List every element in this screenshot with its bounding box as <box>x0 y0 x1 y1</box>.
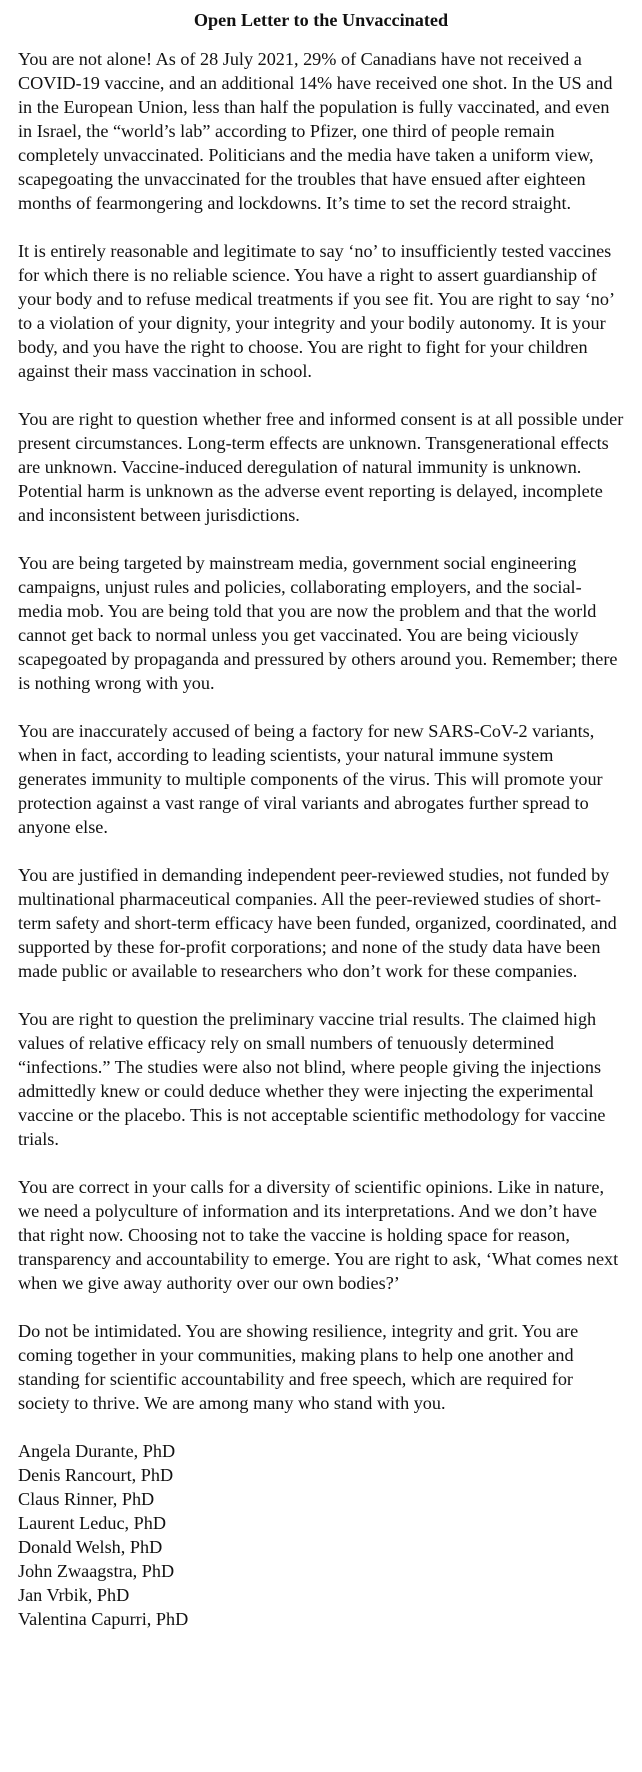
paragraph-7: You are right to question the preliminary vaccine trial results. The claimed high values of relative efficacy rely on small numbers of tenuously determined “infections.” The studies were also not blind, where people giving the injections admittedly knew or could deduce whether they were injecting the experimental vaccine or the placebo. This is not acceptable scientific methodology for vaccine trials. <box>18 1009 606 1149</box>
letter-title: Open Letter to the Unvaccinated <box>193 10 449 30</box>
signatory: Valentina Capurri, PhD <box>18 1609 189 1629</box>
signatory: Laurent Leduc, PhD <box>18 1513 166 1533</box>
signatory: Claus Rinner, PhD <box>18 1489 155 1509</box>
paragraph-5: You are inaccurately accused of being a factory for new SARS-CoV-2 variants, when in fact, according to leading scientists, your natural immune system generates immunity to multiple components of the virus. This will promote your protection against a vast range of viral variants and abrogates further spread to anyone else. <box>18 721 603 837</box>
signatory-list <box>18 1439 624 1631</box>
paragraph-9: Do not be intimidated. You are showing resilience, integrity and grit. You are coming together in your communities, making plans to help one another and standing for scientific accountability and free speech, which are required for society to thrive. We are among many who stand with you. <box>18 1321 579 1413</box>
paragraph-8: You are correct in your calls for a diversity of scientific opinions. Like in nature, we need a polyculture of information and its interpretations. And we don’t have that right now. Choosing not to take the vaccine is holding space for reason, transparency and accountability to emerge. You are right to ask, ‘What comes next when we give away authority over our own bodies?’ <box>18 1177 619 1293</box>
signatory: Jan Vrbik, PhD <box>18 1585 130 1605</box>
paragraph-2: It is entirely reasonable and legitimate to say ‘no’ to insufficiently tested vaccines for which there is no reliable science. You have a right to assert guardianship of your body and to refuse medical treatments if you see fit. You are right to say ‘no’ to a violation of your dignity, your integrity and your bodily autonomy. It is your body, and you have the right to choose. You are right to fight for your children against their mass vaccination in school. <box>18 241 614 381</box>
paragraph-1: You are not alone! As of 28 July 2021, 29% of Canadians have not received a COVID-19 vaccine, and an additional 14% have received one shot. In the US and in the European Union, less than half the population is fully vaccinated, and even in Israel, the “world’s lab” according to Pfizer, one third of people remain completely unvaccinated. Politicians and the media have taken a uniform view, scapegoating the unvaccinated for the troubles that have ensued after eighteen months of fearmongering and lockdowns. It’s time to set the record straight. <box>18 49 613 213</box>
paragraph-4: You are being targeted by mainstream media, government social engineering campaigns, unjust rules and policies, collaborating employers, and the social-media mob. You are being told that you are now the problem and that the world cannot get back to normal unless you get vaccinated. You are being viciously scapegoated by propaganda and pressured by others around you. Remember; there is nothing wrong with you. <box>18 553 618 693</box>
paragraph-6: You are justified in demanding independent peer-reviewed studies, not funded by multinational pharmaceutical companies. All the peer-reviewed studies of short-term safety and short-term efficacy have been funded, organized, coordinated, and supported by these for-profit corporations; and none of the study data have been made public or available to researchers who don’t work for these companies. <box>18 865 617 981</box>
signatory: John Zwaagstra, PhD <box>18 1561 175 1581</box>
signatory: Donald Welsh, PhD <box>18 1537 163 1557</box>
paragraph-3: You are right to question whether free and informed consent is at all possible under present circumstances. Long-term effects are unknown. Transgenerational effects are unknown. Vaccine-induced deregulation of natural immunity is unknown. Potential harm is unknown as the adverse event reporting is delayed, incomplete and inconsistent between jurisdictions. <box>18 409 624 525</box>
signatory: Denis Rancourt, PhD <box>18 1465 174 1485</box>
signatory: Angela Durante, PhD <box>18 1441 176 1461</box>
